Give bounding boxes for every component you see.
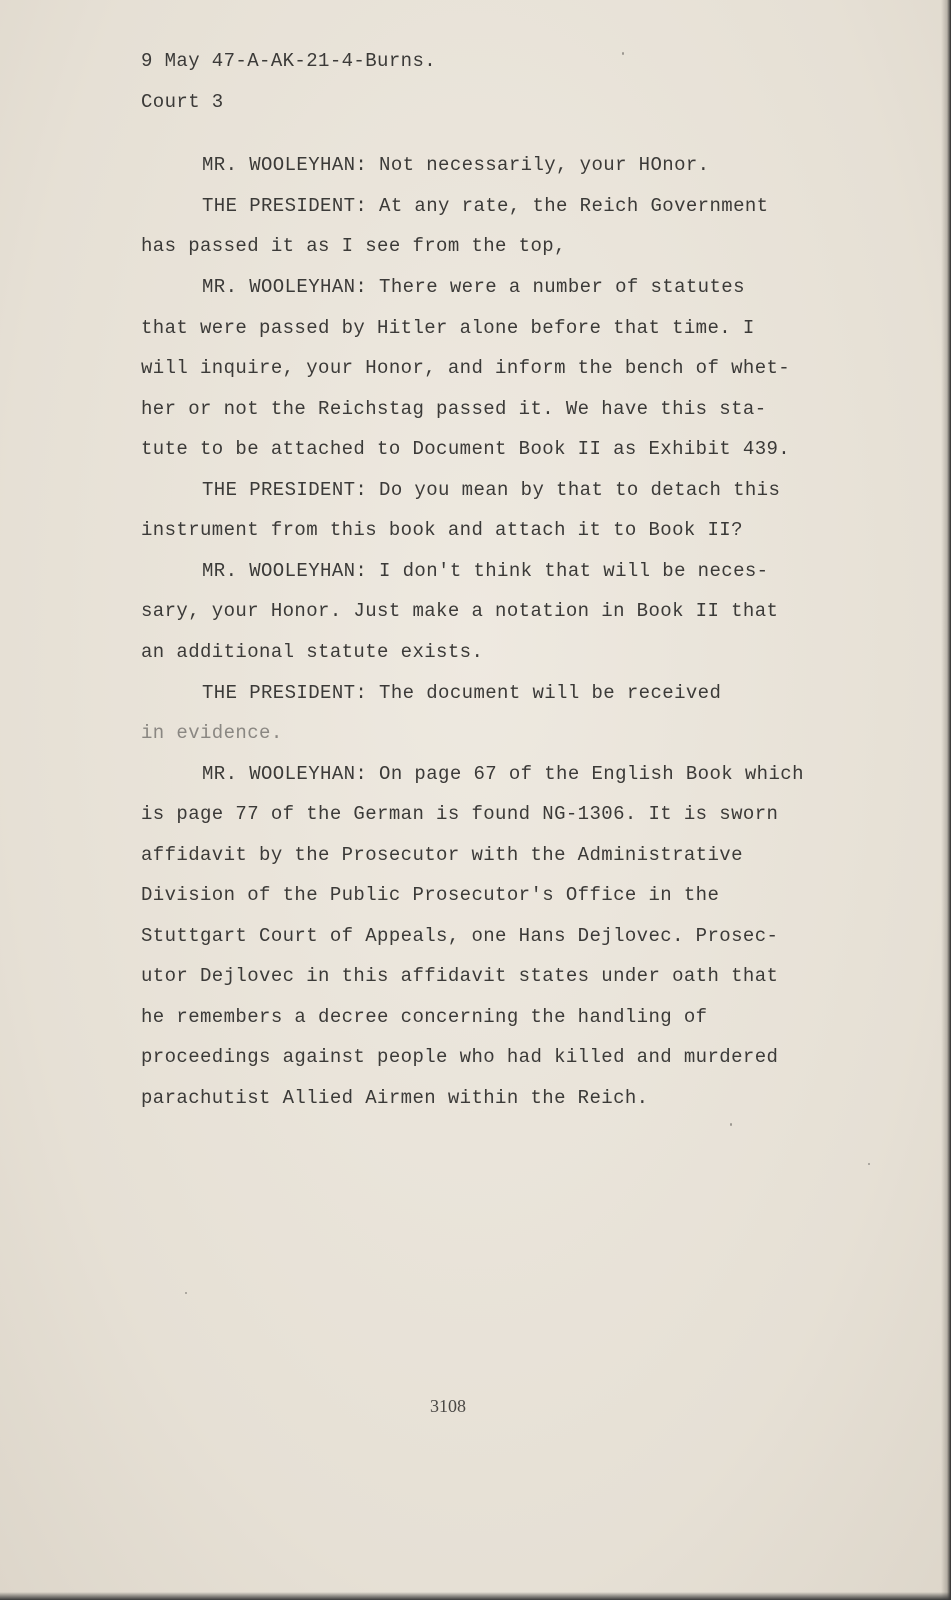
transcript-line: Division of the Public Prosecutor's Office in the (141, 884, 720, 906)
transcript-line: that were passed by Hitler alone before that time. I (141, 317, 755, 339)
paper-speck (868, 1163, 870, 1165)
page-edge-shadow (941, 0, 951, 1600)
transcript-line: affidavit by the Prosecutor with the Administrative (141, 844, 743, 866)
transcript-line: will inquire, your Honor, and inform the bench of whet- (141, 357, 791, 379)
paper-speck (730, 1123, 732, 1126)
transcript-line: MR. WOOLEYHAN: On page 67 of the English Book which (202, 763, 804, 785)
document-reference-line: 9 May 47-A-AK-21-4-Burns. (141, 50, 437, 72)
transcript-line: THE PRESIDENT: Do you mean by that to detach this (202, 479, 781, 501)
transcript-line: Stuttgart Court of Appeals, one Hans Dejlovec. Prosec- (141, 925, 779, 947)
transcript-line: THE PRESIDENT: The document will be received (202, 682, 722, 704)
transcript-line: an additional statute exists. (141, 641, 484, 663)
page-number: 3108 (430, 1396, 466, 1416)
transcript-line: proceedings against people who had killed and murdered (141, 1046, 779, 1068)
transcript-line: sary, your Honor. Just make a notation in Book II that (141, 600, 779, 622)
court-label: Court 3 (141, 91, 224, 113)
transcript-line: in evidence. (141, 722, 283, 744)
paper-speck (622, 52, 624, 55)
transcript-line: tute to be attached to Document Book II as Exhibit 439. (141, 438, 791, 460)
transcript-line: MR. WOOLEYHAN: There were a number of statutes (202, 276, 745, 298)
transcript-line: MR. WOOLEYHAN: Not necessarily, your HOnor. (202, 154, 710, 176)
transcript-line: parachutist Allied Airmen within the Reich. (141, 1087, 649, 1109)
transcript-line: has passed it as I see from the top, (141, 235, 566, 257)
transcript-line: he remembers a decree concerning the handling of (141, 1006, 708, 1028)
transcript-line: her or not the Reichstag passed it. We have this sta- (141, 398, 767, 420)
transcript-line: utor Dejlovec in this affidavit states under oath that (141, 965, 779, 987)
transcript-line: MR. WOOLEYHAN: I don't think that will be neces- (202, 560, 769, 582)
transcript-line: instrument from this book and attach it to Book II? (141, 519, 743, 541)
paper-speck (185, 1292, 187, 1294)
transcript-line: is page 77 of the German is found NG-1306. It is sworn (141, 803, 779, 825)
page-bottom-shadow (0, 1592, 951, 1600)
transcript-line: THE PRESIDENT: At any rate, the Reich Government (202, 195, 769, 217)
